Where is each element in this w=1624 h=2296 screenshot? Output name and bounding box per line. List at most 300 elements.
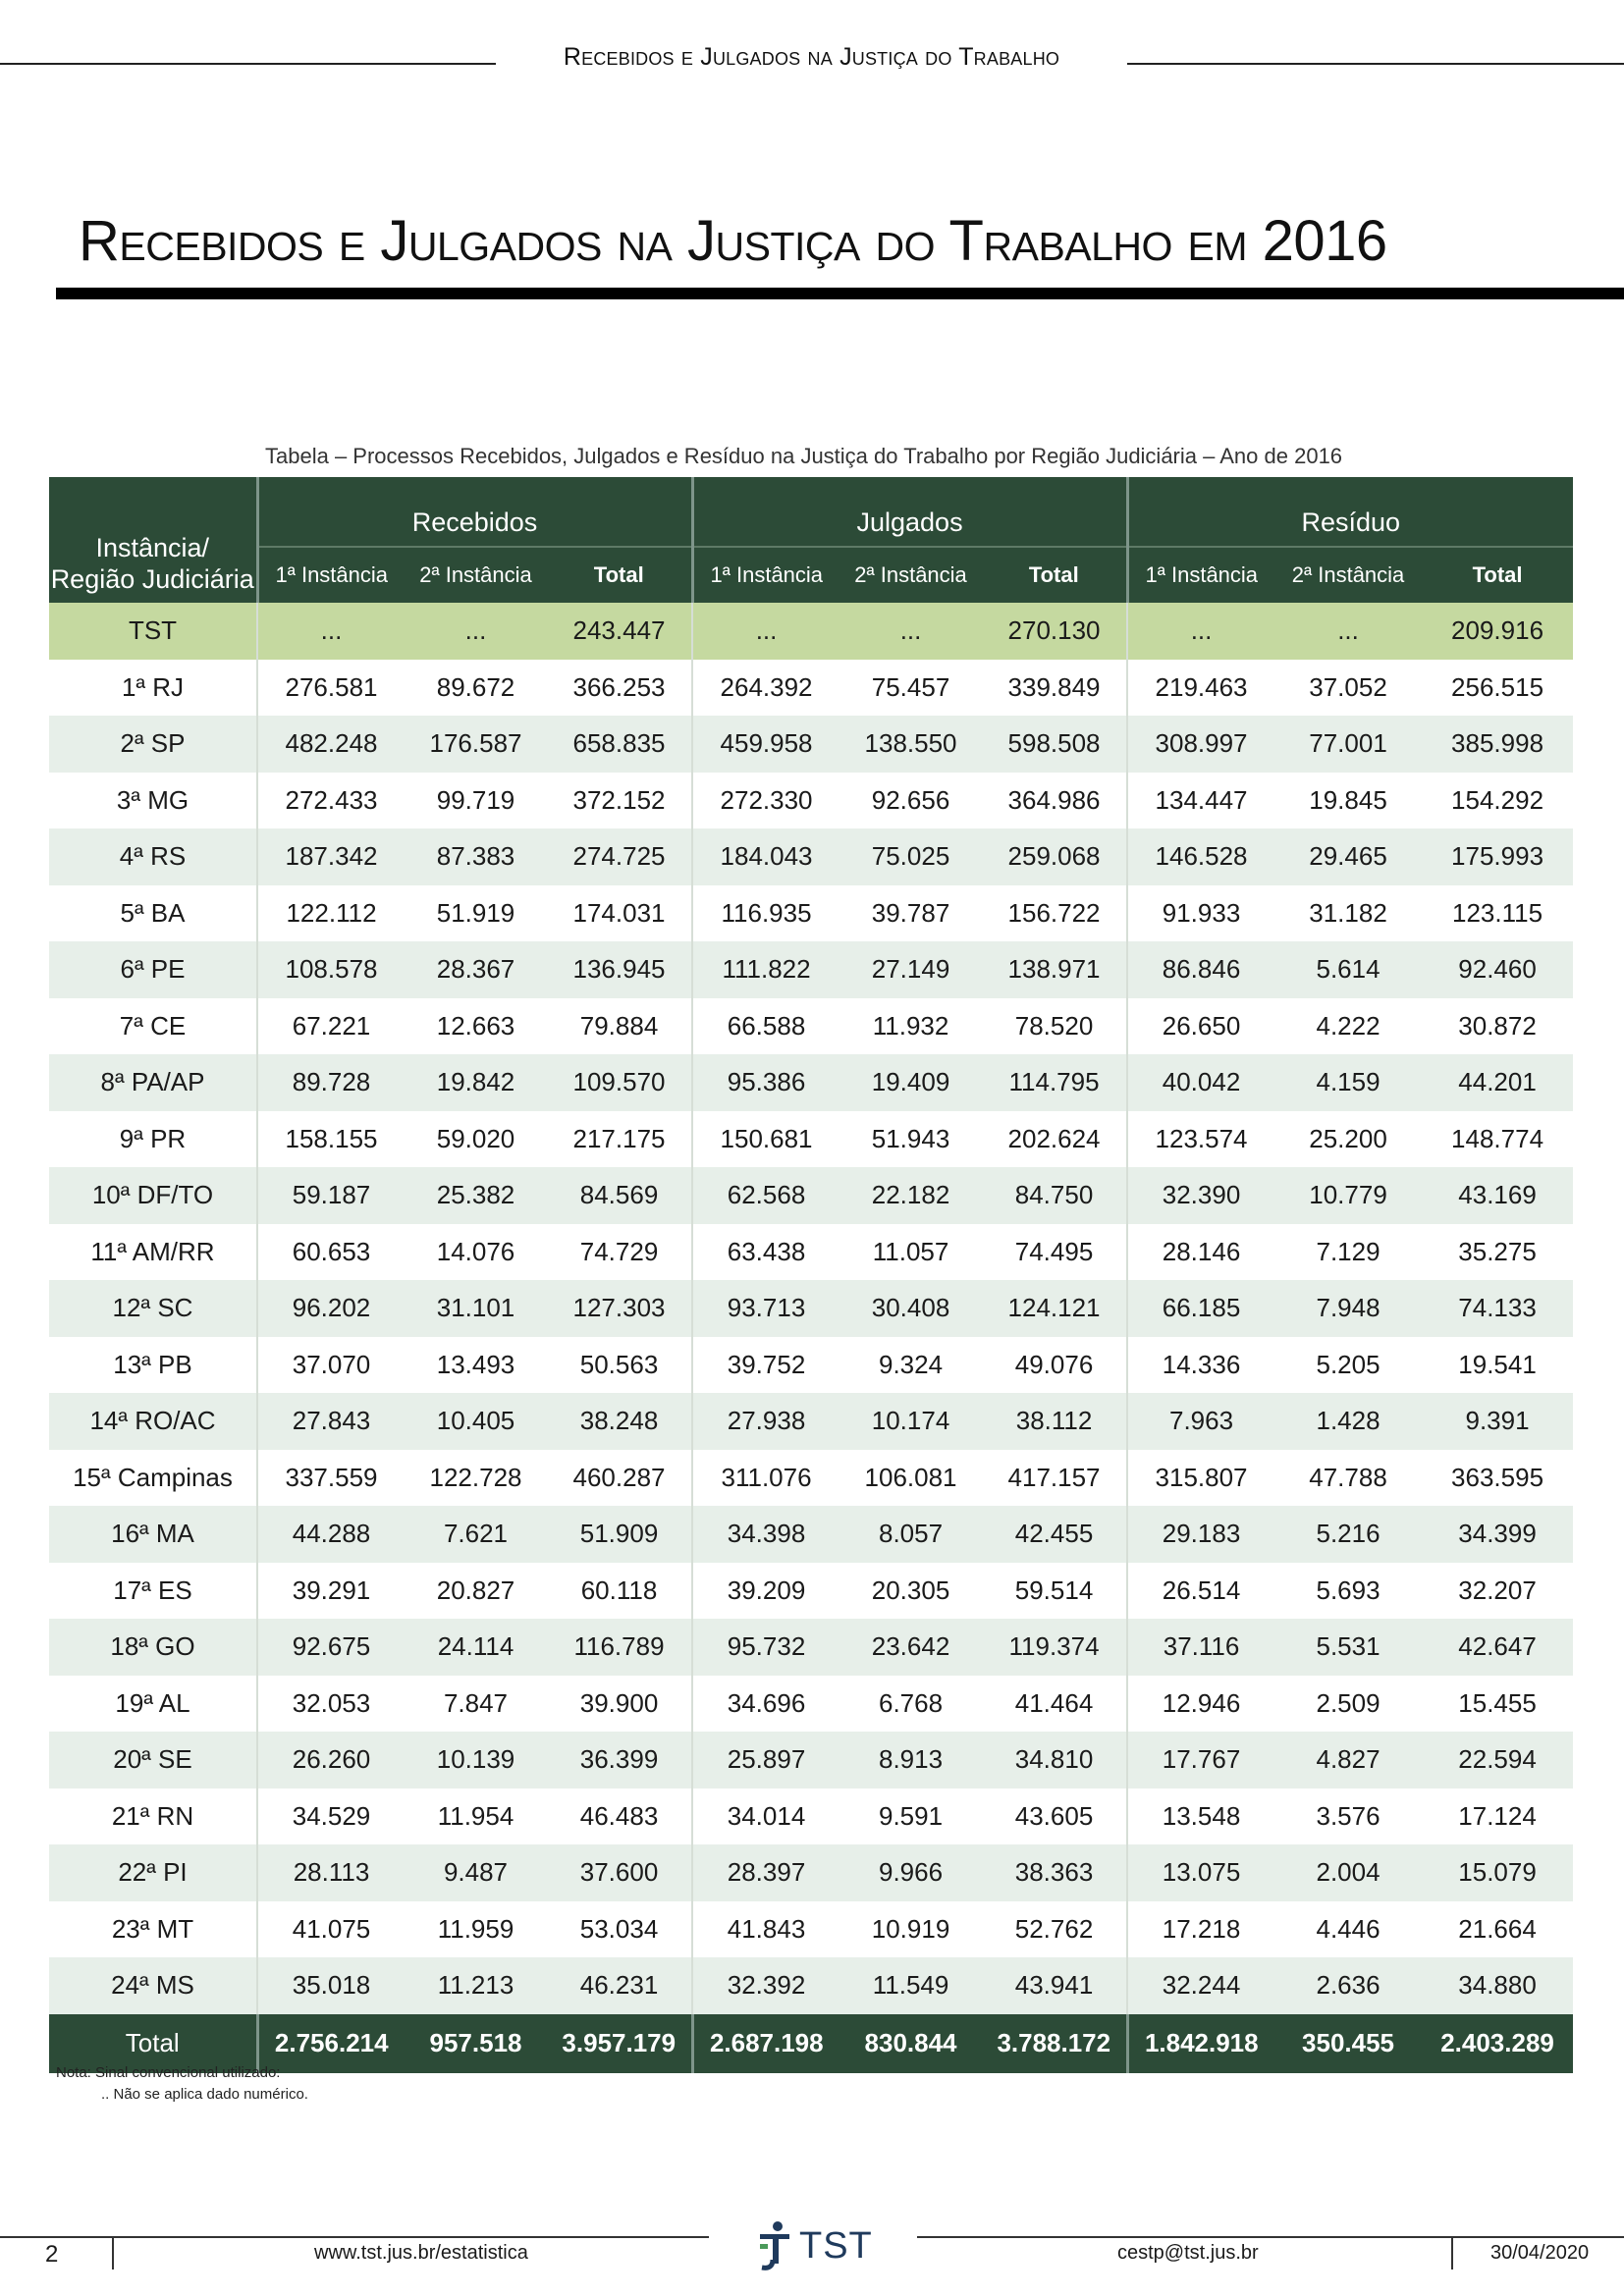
- subheader: 1ª Instância: [692, 547, 839, 603]
- region-cell: 17ª ES: [49, 1563, 257, 1620]
- subheader: 1ª Instância: [1127, 547, 1274, 603]
- value-cell: 24.114: [405, 1619, 547, 1676]
- value-cell: 84.750: [982, 1167, 1127, 1224]
- region-cell: 4ª RS: [49, 828, 257, 885]
- footer-divider: [1451, 2236, 1453, 2269]
- footer-email-link[interactable]: cestp@tst.jus.br: [1117, 2242, 1259, 2264]
- region-cell: 7ª CE: [49, 998, 257, 1055]
- table-row: [49, 1676, 1573, 1733]
- value-cell: 37.600: [547, 1844, 692, 1901]
- page-number: 2: [45, 2241, 59, 2268]
- value-cell: 74.495: [1014, 1236, 1094, 1266]
- table-row: [49, 716, 1573, 773]
- value-cell: 124.121: [982, 1280, 1127, 1337]
- value-cell: 39.209: [692, 1563, 839, 1620]
- table-row: [49, 941, 1573, 998]
- value-cell: 127.303: [547, 1280, 692, 1337]
- value-cell: 138.971: [982, 941, 1127, 998]
- region-cell: 11ª AM/RR: [49, 1224, 257, 1281]
- value-cell: 34.399: [1422, 1506, 1573, 1563]
- table-row: [49, 1957, 1573, 2014]
- subheader: 2ª Instância: [1274, 547, 1422, 603]
- value-cell: 50.563: [579, 1349, 659, 1379]
- value-cell: 43.169: [1422, 1167, 1573, 1224]
- data-table: [49, 477, 1573, 2073]
- value-cell: 14.336: [1127, 1337, 1274, 1394]
- value-cell: 25.382: [405, 1167, 547, 1224]
- value-cell: 19.845: [1309, 784, 1387, 815]
- table-row: [49, 1563, 1573, 1620]
- value-cell: 28.397: [692, 1844, 839, 1901]
- value-cell: 15.455: [1458, 1687, 1537, 1718]
- value-cell: 20.827: [436, 1575, 515, 1605]
- region-cell: 10ª DF/TO: [49, 1167, 257, 1224]
- value-cell: 74.729: [579, 1236, 659, 1266]
- total-cell: 1.842.918: [1127, 2014, 1274, 2073]
- total-label: Total: [49, 2014, 257, 2073]
- total-cell: 2.756.214: [257, 2014, 405, 2073]
- tst-logo-icon: [758, 2220, 791, 2271]
- value-cell: 9.324: [878, 1349, 944, 1379]
- value-cell: 67.221: [257, 998, 405, 1055]
- value-cell: 10.139: [405, 1732, 547, 1789]
- value-cell: 202.624: [1007, 1123, 1101, 1153]
- value-cell: 22.182: [839, 1167, 982, 1224]
- header-rule-left: [0, 63, 496, 65]
- title-rule: [56, 288, 1624, 299]
- value-cell: 77.001: [1274, 716, 1422, 773]
- value-cell: 9.591: [878, 1800, 944, 1831]
- value-cell: 59.020: [436, 1123, 515, 1153]
- value-cell: 43.941: [982, 1957, 1127, 2014]
- value-cell: 5.614: [1274, 941, 1422, 998]
- value-cell: 28.146: [1127, 1224, 1274, 1281]
- footer-rule-right: [917, 2236, 1624, 2238]
- table-row: [49, 885, 1573, 942]
- table-row: [49, 1619, 1573, 1676]
- value-cell: 59.514: [1014, 1575, 1094, 1605]
- value-cell: 37.052: [1309, 671, 1387, 702]
- value-cell: 10.779: [1274, 1167, 1422, 1224]
- value-cell: 5.205: [1316, 1349, 1380, 1379]
- value-cell: 42.455: [982, 1506, 1127, 1563]
- table-row: [49, 1280, 1573, 1337]
- value-cell: 12.946: [1127, 1676, 1274, 1733]
- value-cell: 93.713: [692, 1280, 839, 1337]
- table-row: [49, 998, 1573, 1055]
- value-cell: 27.938: [692, 1393, 839, 1450]
- value-cell: 31.101: [405, 1280, 547, 1337]
- value-cell: 44.288: [257, 1506, 405, 1563]
- value-cell: 51.909: [547, 1506, 692, 1563]
- value-cell: 60.118: [580, 1575, 658, 1605]
- value-cell: 363.595: [1451, 1462, 1544, 1492]
- value-cell: 84.569: [547, 1167, 692, 1224]
- region-cell: 22ª PI: [49, 1844, 257, 1901]
- value-cell: ...: [1274, 603, 1422, 660]
- value-cell: 51.943: [871, 1123, 950, 1153]
- value-cell: 95.732: [692, 1619, 839, 1676]
- value-cell: 4.446: [1316, 1913, 1380, 1944]
- value-cell: 41.843: [692, 1901, 839, 1958]
- value-cell: 187.342: [257, 828, 405, 885]
- value-cell: 75.025: [839, 828, 982, 885]
- value-cell: 2.004: [1274, 1844, 1422, 1901]
- value-cell: 17.767: [1127, 1732, 1274, 1789]
- value-cell: 59.187: [257, 1167, 405, 1224]
- value-cell: 66.185: [1127, 1280, 1274, 1337]
- value-cell: 11.057: [872, 1236, 949, 1266]
- note-line-1: Nota: Sinal convencional utilizado:: [56, 2064, 281, 2081]
- value-cell: 41.075: [257, 1901, 405, 1958]
- value-cell: 32.390: [1127, 1167, 1274, 1224]
- table-row: [49, 1789, 1573, 1845]
- value-cell: ...: [839, 603, 982, 660]
- value-cell: 4.827: [1274, 1732, 1422, 1789]
- group-header-julgados: Julgados: [692, 477, 1127, 547]
- group-header-recebidos: Recebidos: [257, 477, 692, 547]
- value-cell: 3.576: [1316, 1800, 1380, 1831]
- value-cell: 459.958: [692, 716, 839, 773]
- value-cell: 11.213: [405, 1957, 547, 2014]
- value-cell: 7.948: [1274, 1280, 1422, 1337]
- value-cell: 119.374: [982, 1619, 1127, 1676]
- value-cell: 60.653: [257, 1224, 405, 1281]
- value-cell: 122.112: [257, 885, 405, 942]
- value-cell: 38.363: [982, 1844, 1127, 1901]
- value-cell: 123.574: [1127, 1111, 1274, 1168]
- value-cell: 34.529: [257, 1789, 405, 1845]
- value-cell: 9.391: [1422, 1393, 1573, 1450]
- value-cell: 43.605: [1014, 1800, 1094, 1831]
- value-cell: 272.330: [692, 773, 839, 829]
- region-cell: 5ª BA: [49, 885, 257, 942]
- value-cell: 372.152: [572, 784, 666, 815]
- total-cell: 830.844: [839, 2014, 982, 2073]
- value-cell: 106.081: [864, 1462, 957, 1492]
- value-cell: 184.043: [692, 828, 839, 885]
- value-cell: 34.696: [692, 1676, 839, 1733]
- region-cell: 16ª MA: [49, 1506, 257, 1563]
- value-cell: 10.919: [871, 1913, 950, 1944]
- table-notes: [56, 2062, 308, 2106]
- value-cell: 9.487: [405, 1844, 547, 1901]
- subheader: 1ª Instância: [257, 547, 405, 603]
- value-cell: 308.997: [1127, 716, 1274, 773]
- value-cell: 89.728: [257, 1054, 405, 1111]
- value-cell: 123.115: [1452, 897, 1543, 928]
- table-row: [49, 1337, 1573, 1394]
- running-title: Recebidos e Julgados na Justiça do Trabalho: [563, 43, 1060, 71]
- value-cell: 37.070: [257, 1337, 405, 1394]
- value-cell: 116.935: [692, 885, 839, 942]
- table-row: [49, 773, 1573, 829]
- value-cell: 5.216: [1274, 1506, 1422, 1563]
- page-footer: [0, 2215, 1624, 2273]
- value-cell: 27.843: [257, 1393, 405, 1450]
- value-cell: 12.663: [436, 1010, 515, 1041]
- value-cell: 9.966: [839, 1844, 982, 1901]
- value-cell: 108.578: [257, 941, 405, 998]
- value-cell: 32.244: [1127, 1957, 1274, 2014]
- value-cell: 460.287: [572, 1462, 666, 1492]
- value-cell: 14.076: [436, 1236, 515, 1266]
- value-cell: ...: [405, 603, 547, 660]
- value-cell: 28.367: [405, 941, 547, 998]
- region-cell: 12ª SC: [49, 1280, 257, 1337]
- value-cell: 13.493: [436, 1349, 515, 1379]
- value-cell: 264.392: [692, 660, 839, 717]
- value-cell: 34.398: [692, 1506, 839, 1563]
- region-cell: 6ª PE: [49, 941, 257, 998]
- value-cell: 32.392: [692, 1957, 839, 2014]
- tst-logo: [758, 2218, 873, 2273]
- table-body: [49, 603, 1573, 2014]
- value-cell: 39.900: [579, 1687, 659, 1718]
- value-cell: 19.541: [1458, 1349, 1537, 1379]
- value-cell: 87.383: [405, 828, 547, 885]
- footer-divider: [112, 2236, 114, 2269]
- value-cell: 385.998: [1422, 716, 1573, 773]
- value-cell: 41.464: [1014, 1687, 1094, 1718]
- value-cell: 8.057: [839, 1506, 982, 1563]
- value-cell: 270.130: [982, 603, 1127, 660]
- value-cell: 35.275: [1458, 1236, 1537, 1266]
- value-cell: 21.664: [1458, 1913, 1537, 1944]
- value-cell: 96.202: [257, 1280, 405, 1337]
- subheader: 2ª Instância: [839, 547, 982, 603]
- value-cell: 44.201: [1422, 1054, 1573, 1111]
- value-cell: 315.807: [1127, 1450, 1274, 1507]
- value-cell: 22.594: [1422, 1732, 1573, 1789]
- value-cell: 39.787: [871, 897, 950, 928]
- value-cell: 75.457: [871, 671, 950, 702]
- value-cell: 79.884: [579, 1010, 659, 1041]
- value-cell: 34.880: [1422, 1957, 1573, 2014]
- value-cell: 46.483: [579, 1800, 659, 1831]
- value-cell: 10.405: [405, 1393, 547, 1450]
- region-cell: 20ª SE: [49, 1732, 257, 1789]
- table-row: [49, 603, 1573, 660]
- subheader: Total: [547, 547, 692, 603]
- page-title: Recebidos e Julgados na Justiça do Trabalho em 2016: [79, 209, 1387, 273]
- table-row: [49, 1054, 1573, 1111]
- note-line-2: .. Não se aplica dado numérico.: [101, 2086, 308, 2103]
- subheader: Total: [982, 547, 1127, 603]
- value-cell: 4.159: [1274, 1054, 1422, 1111]
- value-cell: 13.075: [1127, 1844, 1274, 1901]
- value-cell: 19.842: [405, 1054, 547, 1111]
- total-cell: 957.518: [405, 2014, 547, 2073]
- value-cell: 89.672: [436, 671, 515, 702]
- value-cell: 40.042: [1127, 1054, 1274, 1111]
- value-cell: 92.656: [871, 784, 950, 815]
- value-cell: 114.795: [982, 1054, 1127, 1111]
- value-cell: 92.460: [1422, 941, 1573, 998]
- value-cell: 7.129: [1316, 1236, 1380, 1266]
- region-cell: 24ª MS: [49, 1957, 257, 2014]
- value-cell: 11.954: [437, 1800, 514, 1831]
- footer-date: 30/04/2020: [1490, 2242, 1590, 2264]
- value-cell: 30.408: [839, 1280, 982, 1337]
- value-cell: 30.872: [1458, 1010, 1537, 1041]
- value-cell: 34.810: [982, 1732, 1127, 1789]
- value-cell: 109.570: [547, 1054, 692, 1111]
- table-row: [49, 1224, 1573, 1281]
- value-cell: 243.447: [547, 603, 692, 660]
- value-cell: 26.650: [1127, 998, 1274, 1055]
- value-cell: 598.508: [982, 716, 1127, 773]
- value-cell: 36.399: [547, 1732, 692, 1789]
- value-cell: 39.291: [257, 1563, 405, 1620]
- value-cell: 26.260: [257, 1732, 405, 1789]
- value-cell: 8.913: [839, 1732, 982, 1789]
- value-cell: 11.959: [437, 1913, 514, 1944]
- value-cell: 1.428: [1274, 1393, 1422, 1450]
- table-row: [49, 660, 1573, 717]
- value-cell: 217.175: [572, 1123, 666, 1153]
- value-cell: 32.053: [257, 1676, 405, 1733]
- value-cell: 26.514: [1127, 1563, 1274, 1620]
- value-cell: 38.112: [982, 1393, 1127, 1450]
- value-cell: 176.587: [405, 716, 547, 773]
- value-cell: 31.182: [1309, 897, 1387, 928]
- table-row: [49, 1506, 1573, 1563]
- value-cell: 15.079: [1422, 1844, 1573, 1901]
- value-cell: 49.076: [1014, 1349, 1094, 1379]
- footer-rule-left: [0, 2236, 709, 2238]
- value-cell: 150.681: [692, 1111, 839, 1168]
- value-cell: 5.693: [1316, 1575, 1380, 1605]
- value-cell: 25.897: [692, 1732, 839, 1789]
- value-cell: 156.722: [1007, 897, 1101, 928]
- region-cell: 19ª AL: [49, 1676, 257, 1733]
- value-cell: 5.531: [1274, 1619, 1422, 1676]
- table-row: [49, 1901, 1573, 1958]
- region-cell: 3ª MG: [49, 773, 257, 829]
- value-cell: ...: [692, 603, 839, 660]
- value-cell: 7.963: [1127, 1393, 1274, 1450]
- header-rule-right: [1127, 63, 1624, 65]
- value-cell: 174.031: [572, 897, 666, 928]
- value-cell: 23.642: [839, 1619, 982, 1676]
- value-cell: 10.174: [839, 1393, 982, 1450]
- value-cell: 17.124: [1458, 1800, 1537, 1831]
- value-cell: 35.018: [257, 1957, 405, 2014]
- value-cell: 91.933: [1127, 885, 1274, 942]
- value-cell: 13.548: [1127, 1789, 1274, 1845]
- value-cell: 2.636: [1274, 1957, 1422, 2014]
- value-cell: 92.675: [257, 1619, 405, 1676]
- region-cell: 1ª RJ: [49, 660, 257, 717]
- region-cell: 21ª RN: [49, 1789, 257, 1845]
- total-cell: 3.957.179: [547, 2014, 692, 2073]
- region-cell: 14ª RO/AC: [49, 1393, 257, 1450]
- table-row: [49, 1111, 1573, 1168]
- value-cell: 209.916: [1422, 603, 1573, 660]
- value-cell: 63.438: [692, 1224, 839, 1281]
- value-cell: 311.076: [692, 1450, 839, 1507]
- value-cell: 219.463: [1127, 660, 1274, 717]
- value-cell: 417.157: [1007, 1462, 1101, 1492]
- value-cell: 19.409: [839, 1054, 982, 1111]
- value-cell: 658.835: [547, 716, 692, 773]
- total-cell: 2.687.198: [692, 2014, 839, 2073]
- value-cell: 158.155: [257, 1111, 405, 1168]
- value-cell: 276.581: [257, 660, 405, 717]
- value-cell: 339.849: [1007, 671, 1101, 702]
- region-cell: 18ª GO: [49, 1619, 257, 1676]
- value-cell: ...: [1127, 603, 1274, 660]
- total-cell: 2.403.289: [1422, 2014, 1573, 2073]
- value-cell: 122.728: [429, 1462, 522, 1492]
- value-cell: 29.465: [1274, 828, 1422, 885]
- value-cell: 86.846: [1127, 941, 1274, 998]
- footer-website-link[interactable]: www.tst.jus.br/estatistica: [314, 2242, 528, 2264]
- region-cell: 15ª Campinas: [49, 1450, 257, 1507]
- corner-header: [49, 477, 257, 603]
- table-caption: Tabela – Processos Recebidos, Julgados e Resíduo na Justiça do Trabalho por Região Judiciária – Ano de 2016: [265, 444, 1343, 468]
- value-cell: 95.386: [692, 1054, 839, 1111]
- value-cell: 42.647: [1422, 1619, 1573, 1676]
- value-cell: 366.253: [572, 671, 666, 702]
- value-cell: 53.034: [579, 1913, 659, 1944]
- value-cell: 154.292: [1451, 784, 1544, 815]
- value-cell: 274.725: [547, 828, 692, 885]
- value-cell: 46.231: [547, 1957, 692, 2014]
- region-cell: 13ª PB: [49, 1337, 257, 1394]
- logo-text: TST: [799, 2224, 873, 2267]
- value-cell: 51.919: [436, 897, 515, 928]
- value-cell: 37.116: [1127, 1619, 1274, 1676]
- value-cell: 20.305: [871, 1575, 950, 1605]
- value-cell: 6.768: [878, 1687, 944, 1718]
- value-cell: 138.550: [839, 716, 982, 773]
- value-cell: 39.752: [692, 1337, 839, 1394]
- corner-label-line1: Instância/: [95, 533, 210, 562]
- value-cell: 116.789: [547, 1619, 692, 1676]
- value-cell: 7.847: [443, 1687, 509, 1718]
- total-cell: 3.788.172: [982, 2014, 1127, 2073]
- value-cell: 17.218: [1127, 1901, 1274, 1958]
- value-cell: 34.014: [692, 1789, 839, 1845]
- value-cell: 47.788: [1309, 1462, 1387, 1492]
- value-cell: 148.774: [1451, 1123, 1544, 1153]
- table-row: [49, 828, 1573, 885]
- value-cell: 11.932: [872, 1010, 949, 1041]
- value-cell: 259.068: [982, 828, 1127, 885]
- value-cell: 28.113: [257, 1844, 405, 1901]
- value-cell: 482.248: [257, 716, 405, 773]
- region-cell: 9ª PR: [49, 1111, 257, 1168]
- value-cell: 62.568: [692, 1167, 839, 1224]
- region-cell: 23ª MT: [49, 1901, 257, 1958]
- value-cell: 337.559: [257, 1450, 405, 1507]
- subheader: Total: [1422, 547, 1573, 603]
- value-cell: 52.762: [1014, 1913, 1094, 1944]
- value-cell: 175.993: [1422, 828, 1573, 885]
- table-row: [49, 1844, 1573, 1901]
- value-cell: 66.588: [692, 998, 839, 1055]
- region-cell: 8ª PA/AP: [49, 1054, 257, 1111]
- subheader: 2ª Instância: [405, 547, 547, 603]
- total-cell: 350.455: [1274, 2014, 1422, 2073]
- value-cell: 272.433: [257, 773, 405, 829]
- value-cell: 134.447: [1127, 773, 1274, 829]
- value-cell: 2.509: [1316, 1687, 1380, 1718]
- value-cell: 111.822: [692, 941, 839, 998]
- value-cell: 146.528: [1127, 828, 1274, 885]
